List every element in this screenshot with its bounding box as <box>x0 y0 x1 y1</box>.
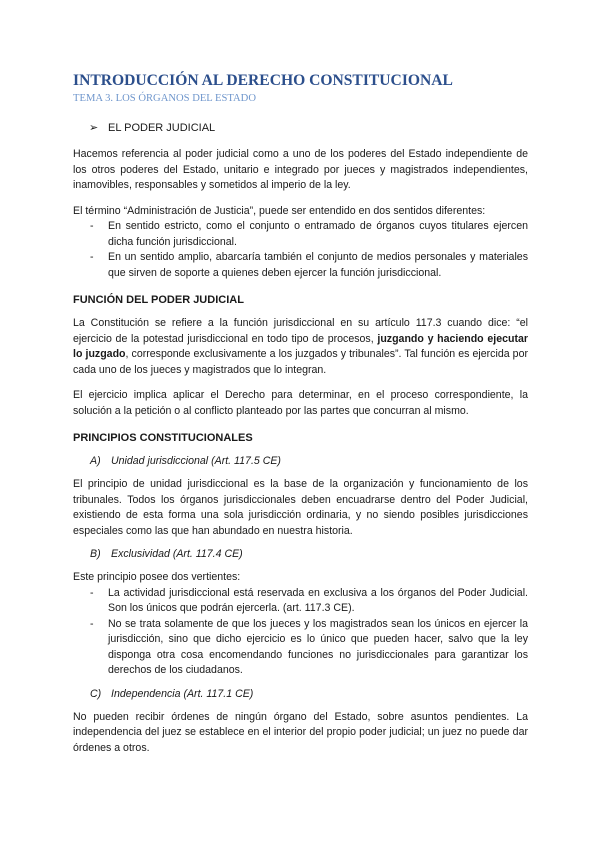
subheading-unidad <box>90 454 528 469</box>
subheading-title: Independencia (Art. 117.1 CE) <box>111 687 254 700</box>
list-item <box>73 586 528 617</box>
subheading-title: Unidad jurisdiccional (Art. 117.5 CE) <box>111 455 281 467</box>
paragraph: No pueden recibir órdenes de ningún órgano del Estado, sobre asuntos pendientes. La independencia del juez se establece en el interior del propio poder judicial; un juez no puede dar órdenes a otros. <box>73 710 528 754</box>
list-item <box>73 250 528 281</box>
text-run: La Constitución se refiere a la función jurisdiccional en su artículo 117.3 cuando dice: “el ejercicio de la potestad jurisdiccional en todo tipo de procesos, <box>73 317 528 345</box>
dash-bullet: - <box>90 586 94 599</box>
subheading-title: Exclusividad (Art. 117.4 CE) <box>111 548 243 560</box>
list-item-text: La actividad jurisdiccional está reservada en exclusiva a los órganos del Poder Judicial. Son los únicos que podrán ejercerla. (art. 117.3 CE). <box>108 586 528 614</box>
subheading-letter: C) <box>90 687 102 700</box>
paragraph: El ejercicio implica aplicar el Derecho para determinar, en el proceso correspondiente, la solución a la petición o al conflicto planteado por las partes que concurran al mismo. <box>73 389 528 417</box>
subheading-letter: B) <box>90 548 101 560</box>
dash-bullet: - <box>90 251 94 263</box>
bold-text-run: juzgando y haciendo ejecutar lo juzgado <box>73 332 528 360</box>
arrow-bullet-icon: ➢ <box>89 122 99 134</box>
document-subtitle: TEMA 3. LOS ÓRGANOS DEL ESTADO <box>73 93 256 104</box>
list-item-text: En un sentido amplio, abarcaría también el conjunto de medios personales y materiales que sirven de soporte a quienes deben ejercer la función jurisdiccional. <box>108 251 528 279</box>
list-item-text: En sentido estricto, como el conjunto o entramado de órganos cuyos titulares ejercen dicha función jurisdiccional. <box>108 220 528 248</box>
document-title: INTRODUCCIÓN AL DERECHO CONSTITUCIONAL <box>73 72 453 89</box>
subheading-letter: A) <box>90 455 101 467</box>
bullet-list <box>73 219 528 281</box>
list-item <box>73 219 528 250</box>
heading-principios: PRINCIPIOS CONSTITUCIONALES <box>73 432 253 444</box>
paragraph <box>73 316 528 378</box>
subheading-exclusividad <box>90 547 528 562</box>
text-run: , corresponde exclusivamente a los juzgados y tribunales”. Tal función es ejercida por cada uno de los jueces y magistrados que lo integran. <box>73 348 528 376</box>
list-item <box>73 617 528 679</box>
section-heading-poder-judicial <box>89 121 528 135</box>
page-content <box>73 72 528 756</box>
paragraph: El término “Administración de Justicia”, puede ser entendido en dos sentidos diferentes: <box>73 204 486 217</box>
paragraph: El principio de unidad jurisdiccional es la base de la organización y funcionamiento de los tribunales. Todos los órganos jurisdiccionales deben encuadrarse dentro del Poder Judicial, existiendo de esta forma una sola jurisdicción ordinaria, y no siendo posibles jurisdicciones especiales como las que han abundado en nuestra historia. <box>73 478 528 537</box>
section-heading-label: EL PODER JUDICIAL <box>108 122 216 134</box>
heading-funcion: FUNCIÓN DEL PODER JUDICIAL <box>73 294 244 306</box>
paragraph: Este principio posee dos vertientes: <box>73 571 241 583</box>
paragraph: Hacemos referencia al poder judicial como a uno de los poderes del Estado independiente de los otros poderes del Estado, unitario e integrado por jueces y magistrados independientes, inamovibles, responsables y sometidos al imperio de la ley. <box>73 148 528 191</box>
dash-bullet: - <box>90 617 94 630</box>
subheading-independencia <box>90 687 528 702</box>
bullet-list <box>73 586 528 679</box>
dash-bullet: - <box>90 220 94 232</box>
list-item-text: No se trata solamente de que los jueces y los magistrados sean los únicos en ejercer la jurisdicción, sino que dicho ejercicio es lo único que pueden hacer, salvo que la ley disponga otra cosa encomendando funciones no jurisdiccionales para garantizar los derechos de los ciudadanos. <box>108 617 528 676</box>
